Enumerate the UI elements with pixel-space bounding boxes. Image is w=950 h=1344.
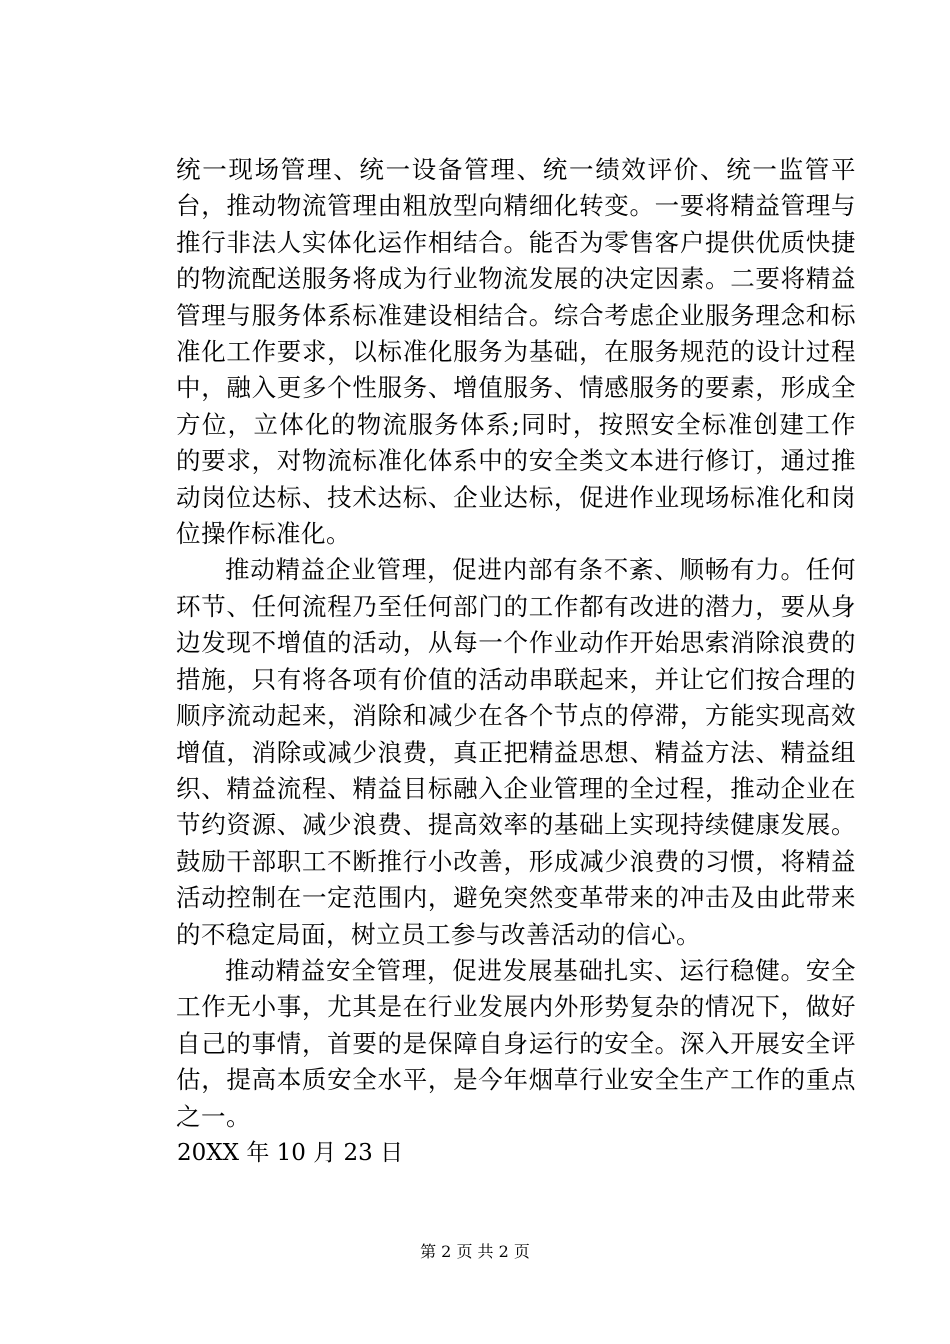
document-date: 20XX 年 10 月 23 日 bbox=[177, 1139, 404, 1166]
paragraph-continued: 统一现场管理、统一设备管理、统一绩效评价、统一监管平台，推动物流管理由粗放型向精细化转变。一要将精益管理与推行非法人实体化运作相结合。能否为零售客户提供优质快捷的物流配送服务将成为行业物流发展的决定因素。二要将精益管理与服务体系标准建设相结合。综合考虑企业服务理念和标准化工作要求，以标准化服务为基础，在服务规范的设计过程中，融入更多个性服务、增值服务、情感服务的要素，形成全方位，立体化的物流服务体系;同时，按照安全标准创建工作的要求，对物流标准化体系中的安全类文本进行修订，通过推动岗位达标、技术达标、企业达标，促进作业现场标准化和岗位操作标准化。 bbox=[176, 155, 856, 549]
paragraph-lean-enterprise-management: 推动精益企业管理，促进内部有条不紊、顺畅有力。任何环节、任何流程乃至任何部门的工作都有改进的潜力，要从身边发现不增值的活动，从每一个作业动作开始思索消除浪费的措施，只有将各项有价值的活动串联起来，并让它们按合理的顺序流动起来，消除和减少在各个节点的停滞，方能实现高效增值，消除或减少浪费，真正把精益思想、精益方法、精益组织、精益流程、精益目标融入企业管理的全过程，推动企业在节约资源、减少浪费、提高效率的基础上实现持续健康发展。鼓励干部职工不断推行小改善，形成减少浪费的习惯，将精益活动控制在一定范围内，避免突然变革带来的冲击及由此带来的不稳定局面，树立员工参与改善活动的信心。 bbox=[176, 555, 856, 949]
document-body bbox=[176, 152, 856, 1171]
page-number-footer: 第 2 页 共 2 页 bbox=[420, 1242, 530, 1261]
paragraph-lean-safety-management: 推动精益安全管理，促进发展基础扎实、运行稳健。安全工作无小事，尤其是在行业发展内外形势复杂的情况下，做好自己的事情，首要的是保障自身运行的安全。深入开展安全评估，提高本质安全水平，是今年烟草行业安全生产工作的重点之一。 bbox=[176, 955, 856, 1131]
